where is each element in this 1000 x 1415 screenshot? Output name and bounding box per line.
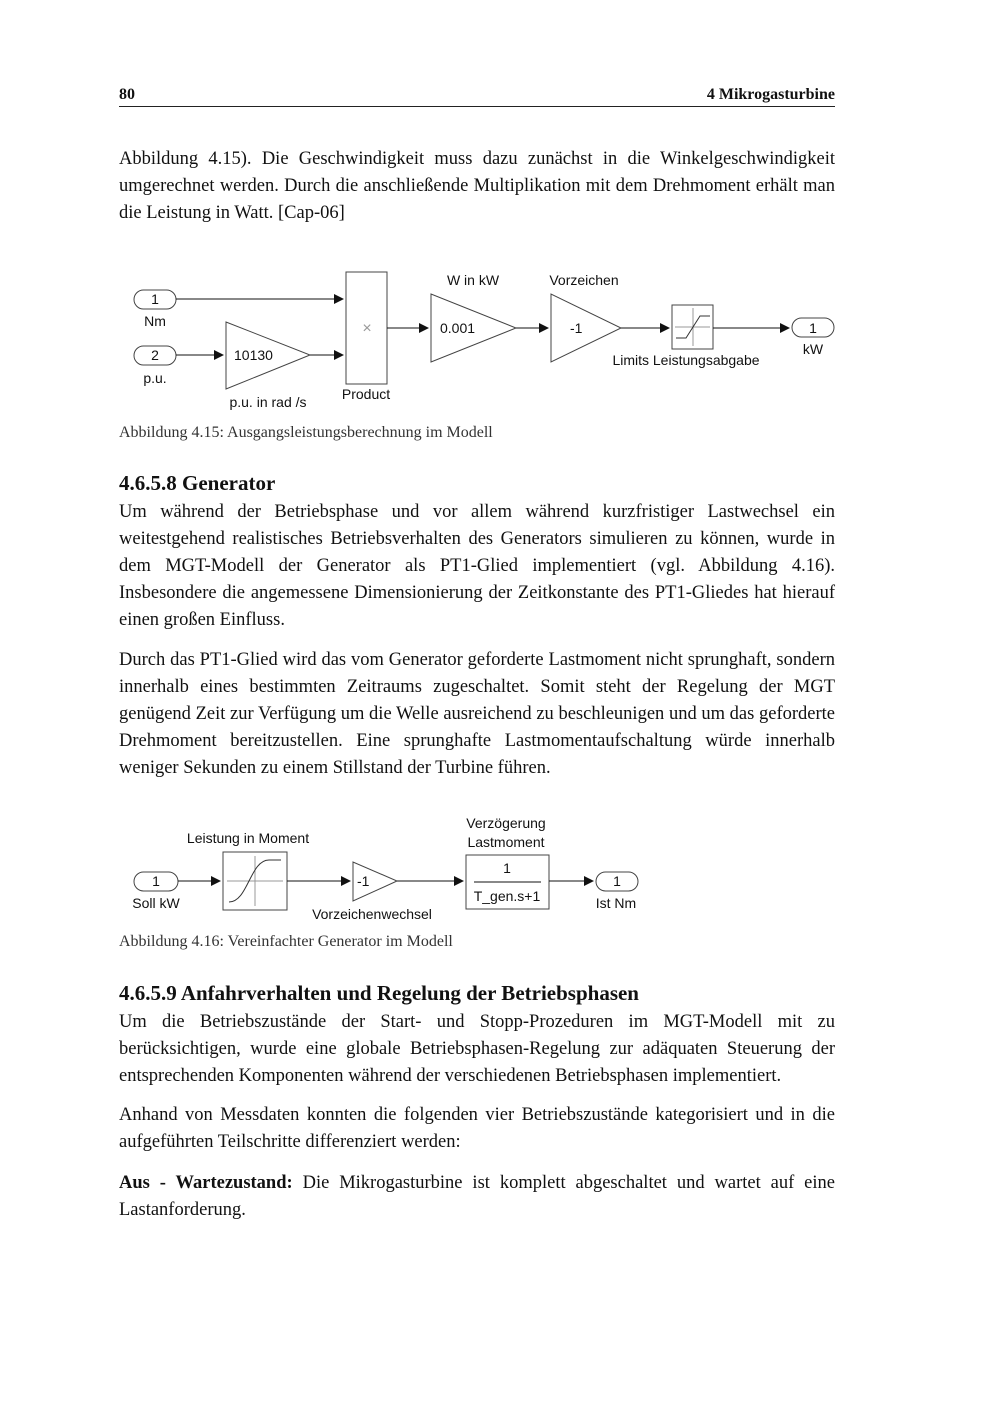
wartezustand-text: Die Mikrogasturbine ist komplett abgeschaltet und wartet auf eine Lastanforderung.	[119, 1173, 835, 1220]
outport-ist-nm-label: Ist Nm	[595, 895, 637, 911]
transfer-fcn-denominator: T_gen.s+1	[473, 888, 541, 904]
paragraph-betriebsphasen-2: Anhand von Messdaten konnten die folgenden vier Betriebszustände kategorisiert und in die aufgeführten Teilschritte differenziert werden:	[119, 1105, 835, 1152]
inport-pu-number: 2	[151, 347, 159, 363]
inport-pu-label: p.u.	[143, 370, 167, 386]
gain-10130-value: 10130	[234, 347, 273, 363]
gain-minus1-block	[551, 294, 621, 362]
inport-nm-number: 1	[151, 291, 159, 307]
gain-vorzeichenwechsel-value: -1	[357, 873, 370, 889]
outport-kw-number: 1	[809, 320, 817, 336]
paragraph-wartezustand	[119, 1170, 835, 1224]
gain-vorzeichenwechsel-label: Vorzeichenwechsel	[312, 906, 432, 922]
chapter-title: 4 Mikrogasturbine	[706, 86, 835, 103]
figure-4-15-diagram	[0, 255, 1000, 420]
section-heading-anfahrverhalten: 4.6.5.9 Anfahrverhalten und Regelung der Betriebsphasen	[119, 981, 639, 1005]
figure-4-16-diagram	[0, 805, 1000, 925]
product-symbol: ×	[362, 320, 372, 337]
figure-4-16-caption: Abbildung 4.16: Vereinfachter Generator im Modell	[119, 933, 453, 950]
saturation-label: Limits Leistungsabgabe	[612, 352, 760, 368]
paragraph-betriebsphasen-1: Um die Betriebszustände der Start- und Stopp-Prozeduren im MGT-Modell mit zu berücksichtigen, wurde eine globale Betriebsphasen-Regelung zur adäquaten Steuerung der entsprechenden Komponenten während der verschiedenen Betriebsphasen implementiert.	[119, 1012, 835, 1086]
product-label: Product	[341, 386, 391, 402]
inport-soll-kw-number: 1	[152, 873, 160, 889]
paragraph-generator-1: Um während der Betriebsphase und vor allem während kurzfristiger Lastwechsel ein weitestgehend realistisches Betriebsverhalten des Generators simulieren zu können, wurde in dem MGT-Modell der Generator als PT1-Glied implementiert (vgl. Abbildung 4.16). Insbesondere die angemessene Dimensionierung der Zeitkonstante des PT1-Gliedes hat hierauf einen großen Einfluss.	[119, 502, 835, 630]
gain-minus1-value: -1	[570, 320, 583, 336]
gain-0001-value: 0.001	[440, 320, 476, 336]
figure-4-15-caption: Abbildung 4.15: Ausgangsleistungsberechnung im Modell	[119, 424, 493, 441]
paragraph-intro: Abbildung 4.15). Die Geschwindigkeit muss dazu zunächst in die Winkelgeschwindigkeit umgerechnet werden. Durch die anschließende Multiplikation mit dem Drehmoment erhält man die Leistung in Watt. [Cap-06]	[119, 149, 835, 223]
transfer-fcn-title-1: Verzögerung	[466, 815, 546, 831]
gain-10130-label: p.u. in rad /s	[229, 394, 307, 410]
inport-nm-label: Nm	[144, 313, 166, 329]
outport-ist-nm-number: 1	[613, 873, 621, 889]
outport-kw-label: kW	[802, 341, 824, 357]
saturation-curve-title: Leistung in Moment	[186, 830, 310, 846]
gain-minus1-title: Vorzeichen	[549, 272, 619, 288]
inport-soll-kw-label: Soll kW	[132, 895, 180, 911]
wartezustand-term: Aus - Wartezustand:	[119, 1173, 293, 1193]
transfer-fcn-numerator: 1	[503, 860, 511, 876]
transfer-fcn-title-2: Lastmoment	[467, 834, 545, 850]
section-heading-generator: 4.6.5.8 Generator	[119, 471, 276, 495]
gain-0001-title: W in kW	[446, 272, 500, 288]
page-number: 80	[119, 86, 135, 103]
paragraph-generator-2: Durch das PT1-Glied wird das vom Generator geforderte Lastmoment nicht sprunghaft, sondern innerhalb eines bestimmten Zeitraums zugeschaltet. Somit steht der Regelung der MGT genügend Zeit zur Verfügung um die Welle ausreichend zu beschleunigen und um das geforderte Drehmoment bereitzustellen. Eine sprunghafte Lastmomentaufschaltung würde innerhalb weniger Sekunden zu einem Stillstand der Turbine führen.	[119, 650, 835, 778]
page-header	[119, 84, 835, 107]
